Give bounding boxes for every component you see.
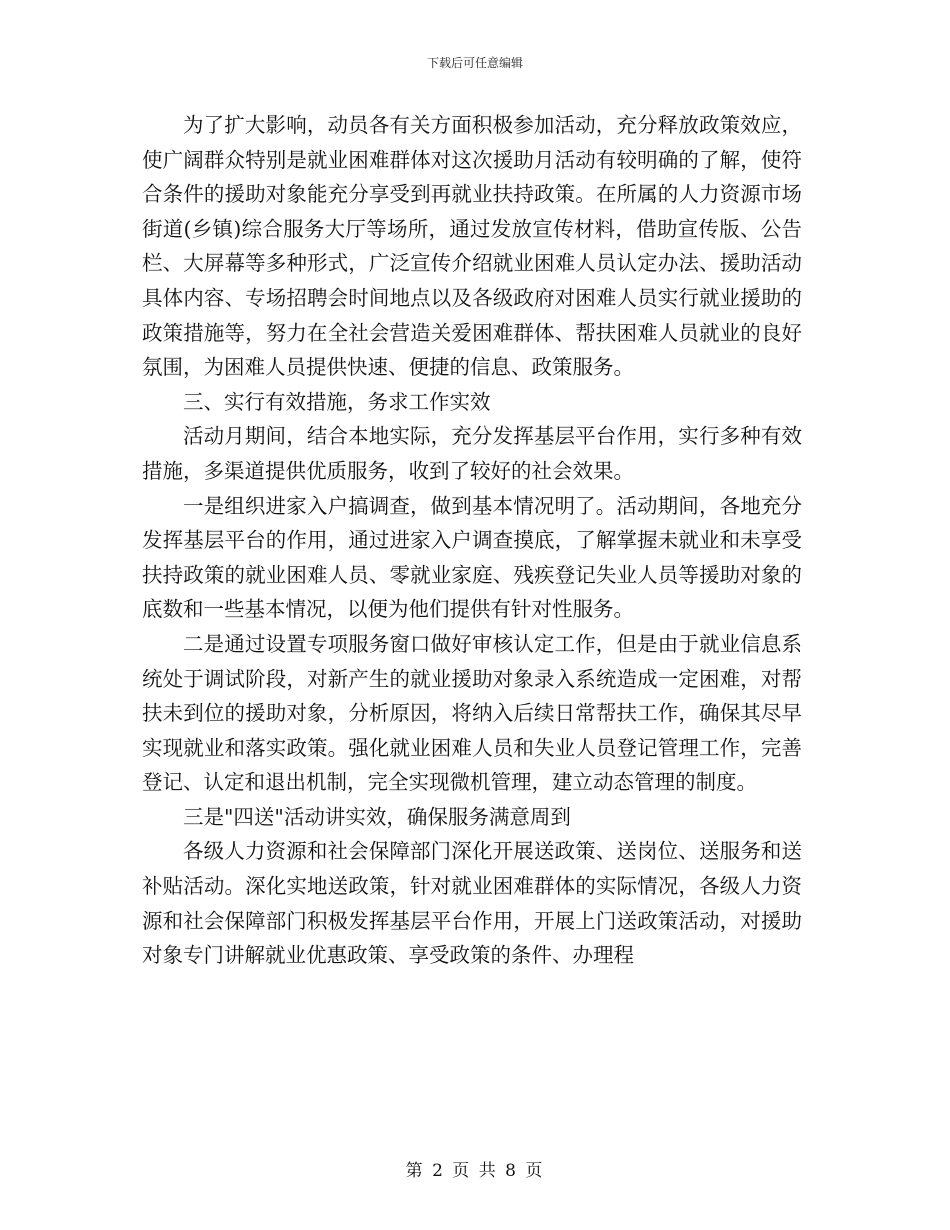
- paragraph: 一是组织进家入户搞调查，做到基本情况明了。活动期间，各地充分发挥基层平台的作用，通过进家入户调查摸底，了解掌握未就业和未享受扶持政策的就业困难人员、零就业家庭、残疾登记失业人员等援助对象的底数和一些基本情况，以便为他们提供有针对性服务。: [142, 493, 802, 622]
- paragraph: 各级人力资源和社会保障部门深化开展送政策、送岗位、送服务和送补贴活动。深化实地送政策，针对就业困难群体的实际情况，各级人力资源和社会保障部门积极发挥基层平台作用，开展上门送政策活动，对援助对象专门讲解就业优惠政策、享受政策的条件、办理程: [142, 839, 802, 968]
- page-number-footer: 第 2 页 共 8 页: [405, 1161, 545, 1181]
- page-header: 下载后可任意编辑: [426, 56, 523, 70]
- paragraph: 为了扩大影响，动员各有关方面积极参加活动，充分释放政策效应，使广阔群众特别是就业困难群体对这次援助月活动有较明确的了解，使符合条件的援助对象能充分享受到再就业扶持政策。在所属的人力资源市场街道(乡镇)综合服务大厅等场所，通过发放宣传材料，借助宣传版、公告栏、大屏幕等多种形式，广泛宣传介绍就业困难人员认定办法、援助活动具体内容、专场招聘会时间地点以及各级政府对困难人员实行就业援助的政策措施等，努力在全社会营造关爱困难群体、帮扶困难人员就业的良好氛围，为困难人员提供快速、便捷的信息、政策服务。: [142, 113, 802, 380]
- sub-heading: 三是"四送"活动讲实效，确保服务满意周到: [183, 804, 571, 829]
- paragraph: 二是通过设置专项服务窗口做好审核认定工作，但是由于就业信息系统处于调试阶段，对新产生的就业援助对象录入系统造成一定困难，对帮扶未到位的援助对象，分析原因，将纳入后续日常帮扶工作，确保其尽早实现就业和落实政策。强化就业困难人员和失业人员登记管理工作，完善登记、认定和退出机制，完全实现微机管理，建立动态管理的制度。: [142, 631, 802, 795]
- document-body: [142, 108, 802, 973]
- paragraph: 活动月期间，结合本地实际，充分发挥基层平台作用，实行多种有效措施，多渠道提供优质服务，收到了较好的社会效果。: [142, 424, 802, 483]
- section-heading: 三、实行有效措施，务求工作实效: [183, 389, 491, 414]
